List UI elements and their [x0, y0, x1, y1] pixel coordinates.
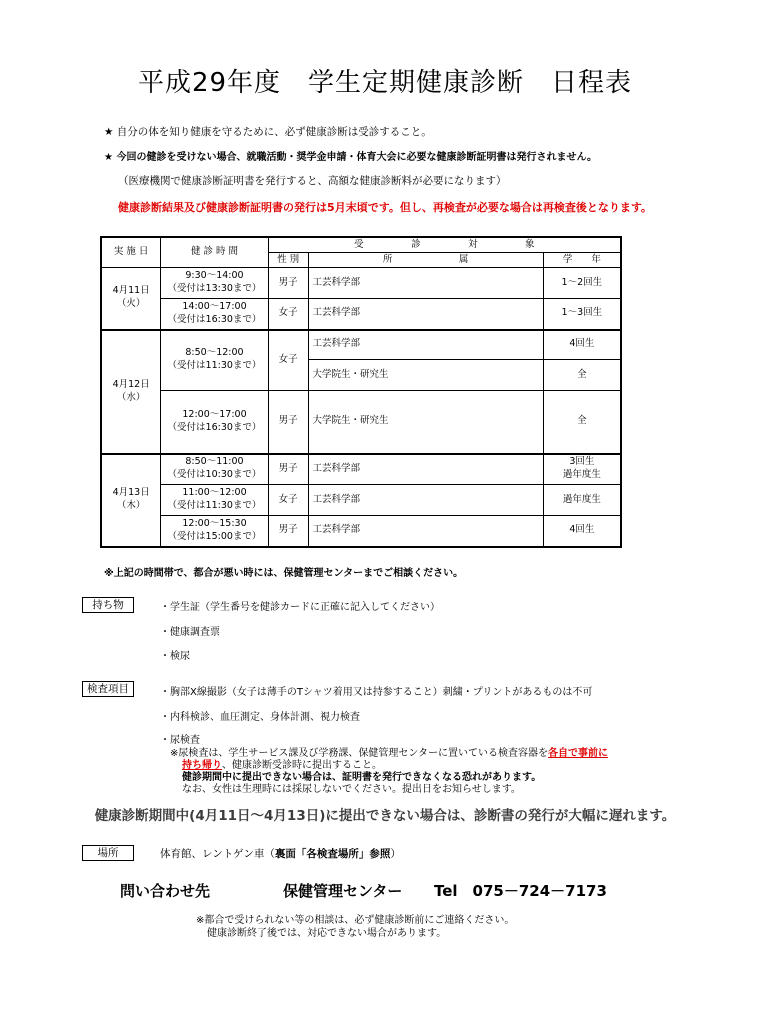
header-year: 学 年 — [543, 253, 621, 268]
table-footnote: ※上記の時間帯で、都合が悪い時には、保健管理センターまでご相談ください。 — [104, 568, 464, 579]
note-line-2: ★ 今回の健診を受けない場合、就職活動・奨学金申請・体育大会に必要な健康診断証明書は発行されません。 — [104, 152, 598, 163]
belongings-label: 持ち物 — [82, 597, 134, 613]
time-range: 8:50～12:00 — [185, 347, 244, 359]
table-row — [101, 330, 621, 360]
table-row — [101, 516, 621, 547]
header-date: 実 施 日 — [101, 237, 161, 268]
contact-note-1: ※都合で受けられない等の相談は、必ず健康診断前にご連絡ください。 — [196, 915, 515, 926]
exams-label: 検査項目 — [82, 681, 134, 697]
day-date: 4月13日 — [112, 487, 150, 499]
urine-text: 、健康診断受診時に提出すること。 — [222, 760, 382, 771]
urine-warning: 健診期間中に提出できない場合は、証明書を発行できなくなる恐れがあります。 — [182, 772, 542, 783]
belongings-item: ・検尿 — [160, 651, 190, 662]
header-sex: 性 別 — [268, 253, 308, 268]
dept-cell: 工芸科学部 — [308, 516, 543, 547]
table-row — [101, 268, 621, 299]
note-line-1: ★ 自分の体を知り健康を守るために、必ず健康診断は受診すること。 — [104, 126, 432, 138]
contact-note-2: 健康診断終了後では、対応できない場合があります。 — [207, 928, 447, 939]
dept-cell: 工芸科学部 — [308, 299, 543, 330]
urine-text: ※尿検査は、学生サービス課及び学務課、保健管理センターに置いている検査容器を — [170, 748, 548, 759]
table-row — [101, 485, 621, 516]
header-dept: 所 属 — [308, 253, 543, 268]
day-weekday: （木） — [116, 500, 146, 511]
note-line-3: （医療機関で健康診断証明書を発行すると、高額な健康診断料が必要になります） — [118, 175, 507, 187]
sex-cell: 男子 — [268, 391, 308, 454]
dept-cell: 大学院生・研究生 — [308, 360, 543, 391]
table-row — [101, 454, 621, 485]
place-value: ） — [390, 848, 401, 860]
dept-cell: 工芸科学部 — [308, 330, 543, 360]
delay-warning: 健康診断期間中(4月11日～4月13日)に提出できない場合は、診断書の発行が大幅に遅れます。 — [94, 808, 676, 824]
exam-item-urine: ・尿検査 — [160, 735, 200, 746]
place-label: 場所 — [82, 845, 134, 861]
time-range: 12:00～17:00 — [182, 408, 247, 420]
time-range: 12:00～15:30 — [182, 517, 247, 529]
time-range: 14:00～17:00 — [182, 300, 247, 312]
sex-cell: 男子 — [268, 454, 308, 485]
reception-deadline: （受付は16:30まで） — [167, 421, 262, 433]
urine-emphasis: 各自で事前に — [547, 748, 608, 759]
reception-deadline: （受付は16:30まで） — [167, 313, 262, 325]
contact-org: 保健管理センター — [283, 882, 403, 900]
place-reference: 裏面「各検査場所」参照 — [274, 848, 391, 860]
sex-cell: 女子 — [268, 485, 308, 516]
contact-label: 問い合わせ先 — [120, 882, 211, 900]
year-value: 3回生 — [569, 456, 595, 468]
day-cell — [101, 268, 161, 330]
dept-cell: 工芸科学部 — [308, 485, 543, 516]
sex-cell: 女子 — [268, 330, 308, 391]
reception-deadline: （受付は11:30まで） — [167, 500, 262, 511]
exam-item-xray: ・胸部X線撮影（女子は薄手のTシャツ着用又は持参すること）刺繍・プリントがあるものは不可 — [160, 687, 593, 698]
urine-emphasis: 持ち帰り — [182, 760, 222, 771]
day-cell — [101, 330, 161, 454]
year-cell: 4回生 — [543, 330, 621, 360]
urine-note: なお、女性は生理時には採尿しないでください。提出日をお知らせします。 — [182, 784, 521, 795]
day-weekday: （火） — [116, 298, 146, 310]
day-cell — [101, 454, 161, 547]
reception-deadline: （受付は10:30まで） — [167, 469, 262, 481]
exam-item-physical: ・内科検診、血圧測定、身体計測、視力検査 — [160, 712, 360, 723]
year-cell: 1～2回生 — [543, 268, 621, 299]
table-row — [101, 299, 621, 330]
sex-cell: 男子 — [268, 268, 308, 299]
table-row — [101, 391, 621, 454]
schedule-table — [100, 236, 622, 548]
reception-deadline: （受付は11:30まで） — [167, 360, 262, 372]
place-text — [160, 846, 401, 861]
result-notice: 健康診断結果及び健康診断証明書の発行は5月末頃です。但し、再検査が必要な場合は再検査後となります。 — [118, 201, 652, 214]
year-value: 過年度生 — [562, 469, 601, 481]
year-cell: 過年度生 — [543, 485, 621, 516]
belongings-item: ・学生証（学生番号を健診カードに正確に記入してください） — [160, 602, 440, 613]
dept-cell: 工芸科学部 — [308, 454, 543, 485]
day-date: 4月11日 — [112, 285, 150, 297]
place-value: 体育館、レントゲン車（ — [160, 848, 275, 860]
year-cell — [543, 454, 621, 485]
reception-deadline: （受付は15:00まで） — [167, 530, 262, 542]
time-range: 9:30～14:00 — [185, 270, 244, 282]
day-date: 4月12日 — [112, 378, 150, 390]
page-title: 平成29年度 学生定期健康診断 日程表 — [137, 68, 633, 98]
year-cell: 全 — [543, 391, 621, 454]
year-cell: 全 — [543, 360, 621, 391]
sex-cell: 男子 — [268, 516, 308, 547]
time-range: 8:50～11:00 — [185, 456, 244, 468]
reception-deadline: （受付は13:30まで） — [167, 283, 262, 294]
year-cell: 4回生 — [543, 516, 621, 547]
header-time: 健 診 時 間 — [161, 237, 268, 268]
contact-tel: Tel 075－724－7173 — [434, 882, 607, 900]
dept-cell: 大学院生・研究生 — [308, 391, 543, 454]
year-cell: 1～3回生 — [543, 299, 621, 330]
header-target: 受 診 対 象 — [268, 237, 621, 253]
day-weekday: （水） — [116, 391, 146, 403]
dept-cell: 工芸科学部 — [308, 268, 543, 299]
belongings-item: ・健康調査票 — [160, 627, 220, 638]
time-range: 11:00～12:00 — [182, 487, 247, 499]
sex-cell: 女子 — [268, 299, 308, 330]
